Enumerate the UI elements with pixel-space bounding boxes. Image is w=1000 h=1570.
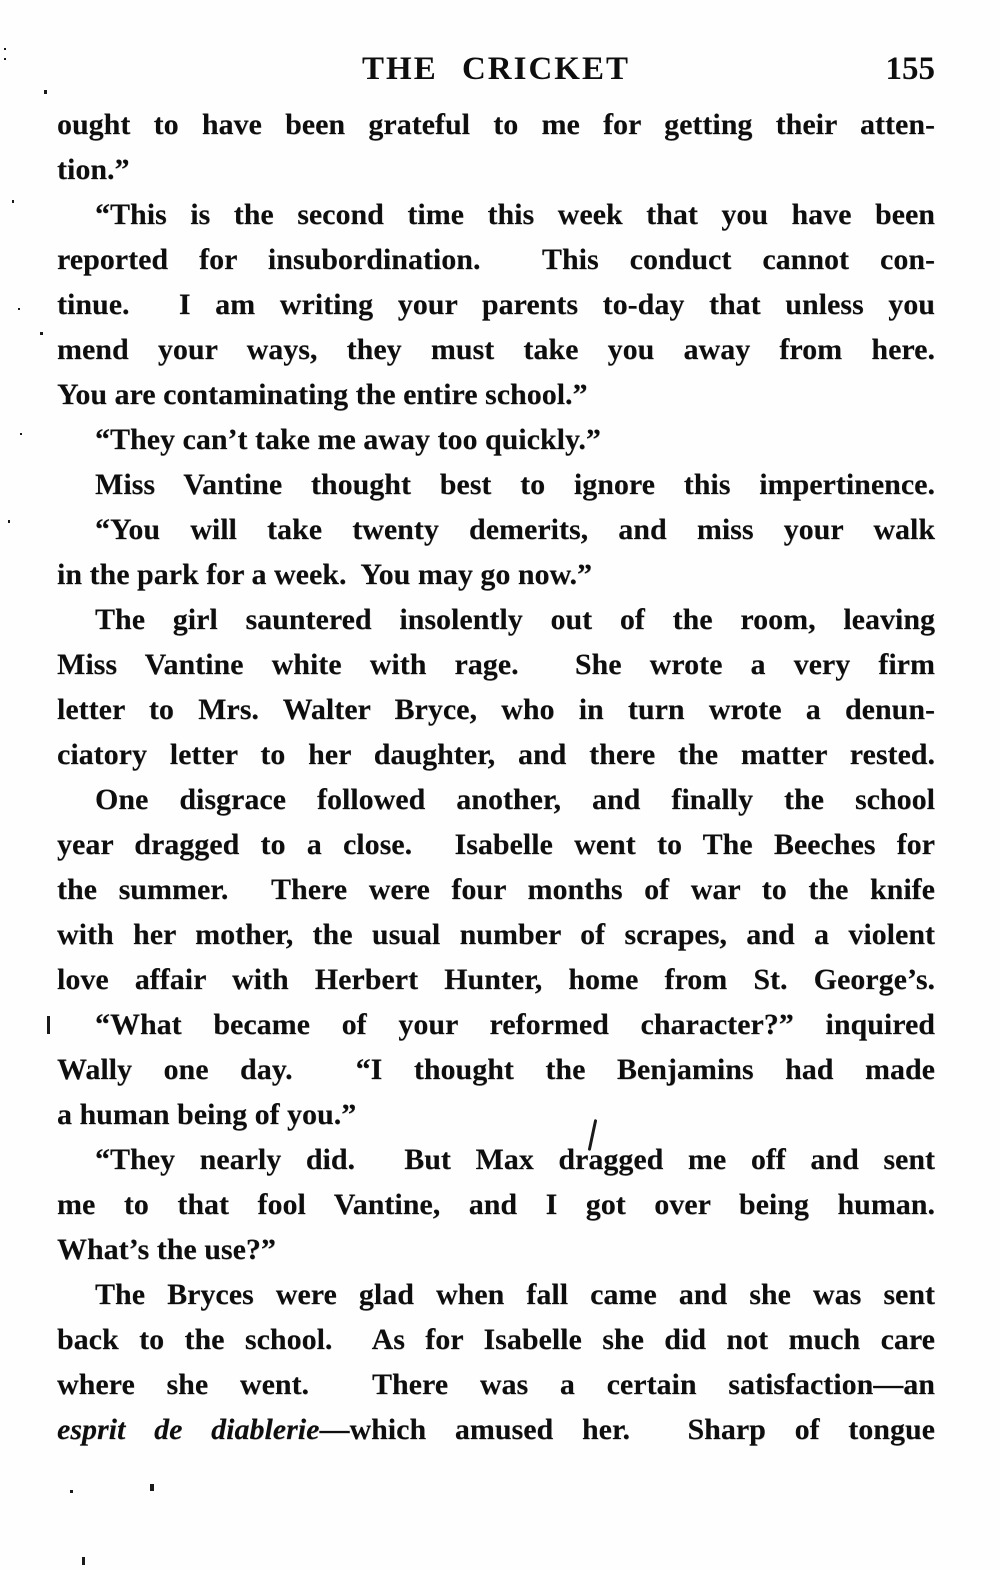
text-line: “They nearly did. But Max dragged me off and sent [95, 1143, 935, 1176]
text-line: The Bryces were glad when fall came and she was sent [95, 1278, 935, 1311]
text-line: “They can’t take me away too quickly.” [95, 423, 601, 456]
page-title: THE CRICKET [362, 51, 630, 87]
ink-speck [12, 200, 14, 203]
text-line: The girl sauntered insolently out of the room, leaving [95, 603, 935, 636]
italic-phrase: esprit de diablerie [57, 1413, 320, 1446]
text-line: year dragged to a close. Isabelle went to The Beeches for [57, 828, 935, 861]
ink-speck [8, 520, 10, 523]
text-line: me to that fool Vantine, and I got over being human. [57, 1188, 935, 1221]
page-number: 155 [885, 51, 935, 87]
text-line: ought to have been grateful to me for getting their atten- [57, 108, 935, 141]
text-line: mend your ways, they must take you away from here. [57, 333, 935, 366]
text-line: One disgrace followed another, and finally the school [95, 783, 935, 816]
text-line: What’s the use?” [57, 1233, 276, 1266]
text-line: a human being of you.” [57, 1098, 357, 1131]
text-line: You are contaminating the entire school.” [57, 378, 588, 411]
text-line: love affair with Herbert Hunter, home from St. George’s. [57, 963, 935, 996]
ink-speck [40, 332, 43, 335]
text-line: the summer. There were four months of war to the knife [57, 873, 935, 906]
ink-speck [44, 90, 47, 94]
ink-speck [18, 308, 20, 310]
body-text [57, 102, 935, 1452]
ink-speck [20, 433, 22, 435]
text-line: tinue. I am writing your parents to-day that unless you [57, 288, 935, 321]
text-line: back to the school. As for Isabelle she did not much care [57, 1323, 935, 1356]
text-line: “What became of your reformed character?” inquired [95, 1008, 935, 1041]
ink-speck [70, 1490, 73, 1493]
text-line: “This is the second time this week that you have been [95, 198, 935, 231]
text-line: letter to Mrs. Walter Bryce, who in turn wrote a denun- [57, 693, 935, 726]
text-line: where she went. There was a certain satisfaction—an [57, 1368, 935, 1401]
text-line: Miss Vantine white with rage. She wrote a very firm [57, 648, 935, 681]
text-line: Miss Vantine thought best to ignore this impertinence. [95, 468, 935, 501]
text-line: Wally one day. “I thought the Benjamins had made [57, 1053, 935, 1086]
text-line: “You will take twenty demerits, and miss your walk [95, 513, 935, 546]
text-line: reported for insubordination. This conduct cannot con- [57, 243, 935, 276]
running-head [57, 48, 935, 90]
text-line: with her mother, the usual number of scrapes, and a violent [57, 918, 935, 951]
text-line: ciatory letter to her daughter, and there the matter rested. [57, 738, 935, 771]
ink-speck [150, 1484, 154, 1491]
ink-speck [82, 1557, 85, 1565]
ink-speck [4, 58, 6, 60]
ink-speck [4, 48, 6, 50]
text-line: tion.” [57, 153, 130, 186]
stray-tick-mark [47, 1016, 50, 1034]
text-segment: —which amused her. Sharp of tongue [319, 1413, 935, 1446]
text-line [57, 1407, 935, 1452]
text-line: in the park for a week. You may go now.” [57, 558, 593, 591]
